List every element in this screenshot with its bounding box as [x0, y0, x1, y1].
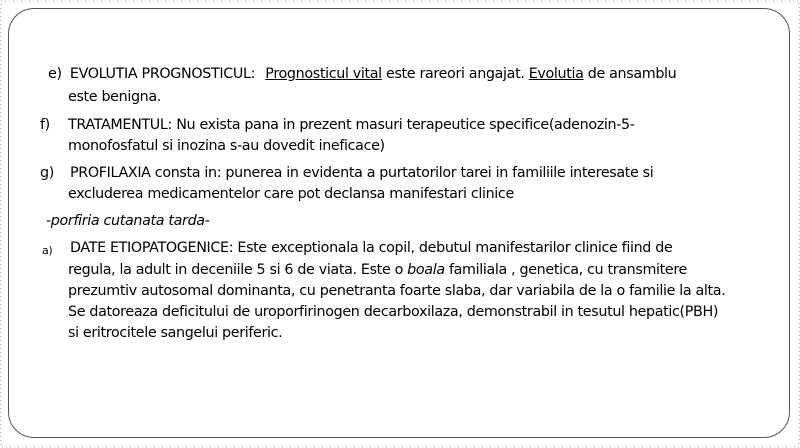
underlined-term: Evolutia [528, 66, 584, 82]
list-item-g-line1: PROFILAXIA consta in: punerea in evidenta a purtatorilor tarei in familiile interesate si [70, 165, 654, 181]
underlined-term: Prognosticul vital [265, 66, 382, 82]
text-run: familiala , genetica, cu transmitere [444, 262, 688, 278]
list-marker: e) [48, 66, 62, 82]
list-item-e-line1 [48, 64, 676, 85]
section-heading: EVOLUTIA PROGNOSTICUL: [69, 66, 256, 82]
italic-term: boala [407, 262, 445, 278]
list-item-f-line2: monofosfatul si inozina s-au dovedit ineficace) [68, 138, 385, 154]
list-item-f-line1: TRATAMENTUL: Nu exista pana in prezent masuri terapeutice specifice(adenozin-5- [68, 117, 635, 133]
list-item-e-line2: este benigna. [68, 89, 161, 105]
list-item-g-line2: excluderea medicamentelor care pot declansa manifestari clinice [68, 186, 514, 202]
list-item-a-line4: Se datoreaza deficitului de uroporfirinogen decarboxilaza, demonstrabil in tesutul hepatic(PBH) [68, 304, 719, 320]
text-run: de ansamblu [583, 66, 677, 82]
list-marker: f) [40, 117, 50, 133]
list-marker: g) [40, 165, 54, 181]
list-item-a-line2 [68, 260, 687, 281]
text-run: regula, la adult in deceniile 5 si 6 de viata. Este o [68, 262, 408, 278]
list-item-a-line3: prezumtiv autosomal dominanta, cu penetranta foarte slaba, dar variabila de la o familie la alta. [68, 283, 726, 299]
section-subtitle: -porfiria cutanata tarda- [46, 213, 210, 229]
list-marker: a) [42, 244, 53, 257]
list-item-a-line1: DATE ETIOPATOGENICE: Este exceptionala la copil, debutul manifestarilor clinice fiind de [70, 240, 673, 256]
list-item-a-line5: si eritrocitele sangelui periferic. [68, 325, 283, 341]
text-run: este rareori angajat. [381, 66, 529, 82]
